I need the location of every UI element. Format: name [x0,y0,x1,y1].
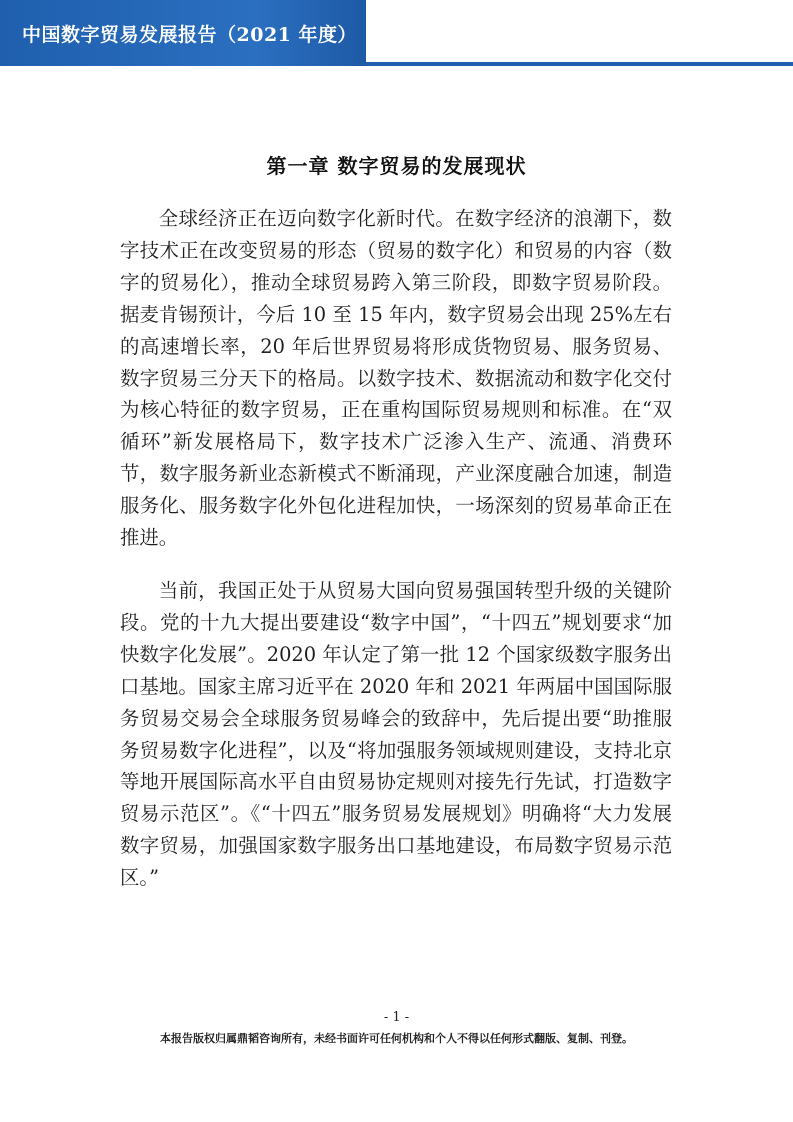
page-header [0,0,793,66]
header-rule [366,62,793,66]
body-paragraph-2: 当前，我国正处于从贸易大国向贸易强国转型升级的关键阶段。党的十九大提出要建设“数字中国”，“十四五”规划要求“加快数字化发展”。2020 年认定了第一批 12 个国家级数字服务出口基地。国家主席习近平在 2020 年和 2021 年两届中国国际服务贸易交易会全球服务贸易峰会的致辞中，先后提出要“助推服务贸易数字化进程”，以及“将加强服务领域规则建设，支持北京等地开展国际高水平自由贸易协定规则对接先行先试，打造数字贸易示范区”。《“十四五”服务贸易发展规划》明确将“大力发展数字贸易，加强国家数字服务出口基地建设，布局数字贸易示范区。” [120,579,672,890]
copyright-notice: 本报告版权归属鼎韬咨询所有，未经书面许可任何机构和个人不得以任何形式翻版、复制、刊登。 [160,1032,633,1045]
report-title: 中国数字贸易发展报告（2021 年度） [22,24,357,46]
page-number: - 1 - [383,1010,410,1025]
body-paragraph-1: 全球经济正在迈向数字化新时代。在数字经济的浪潮下，数字技术正在改变贸易的形态（贸易的数字化）和贸易的内容（数字的贸易化），推动全球贸易跨入第三阶段，即数字贸易阶段。据麦肯锡预计，今后 10 至 15 年内，数字贸易会出现 25%左右的高速增长率，20 年后世界贸易将形成货物贸易、服务贸易、数字贸易三分天下的格局。以数字技术、数据流动和数字化交付为核心特征的数字贸易，正在重构国际贸易规则和标准。在“双循环”新发展格局下，数字技术广泛渗入生产、流通、消费环节，数字服务新业态新模式不断涌现，产业深度融合加速，制造服务化、服务数字化外包化进程加快，一场深刻的贸易革命正在推进。 [120,207,672,550]
chapter-title: 第一章 数字贸易的发展现状 [266,154,527,178]
header-title-tab [0,0,366,66]
